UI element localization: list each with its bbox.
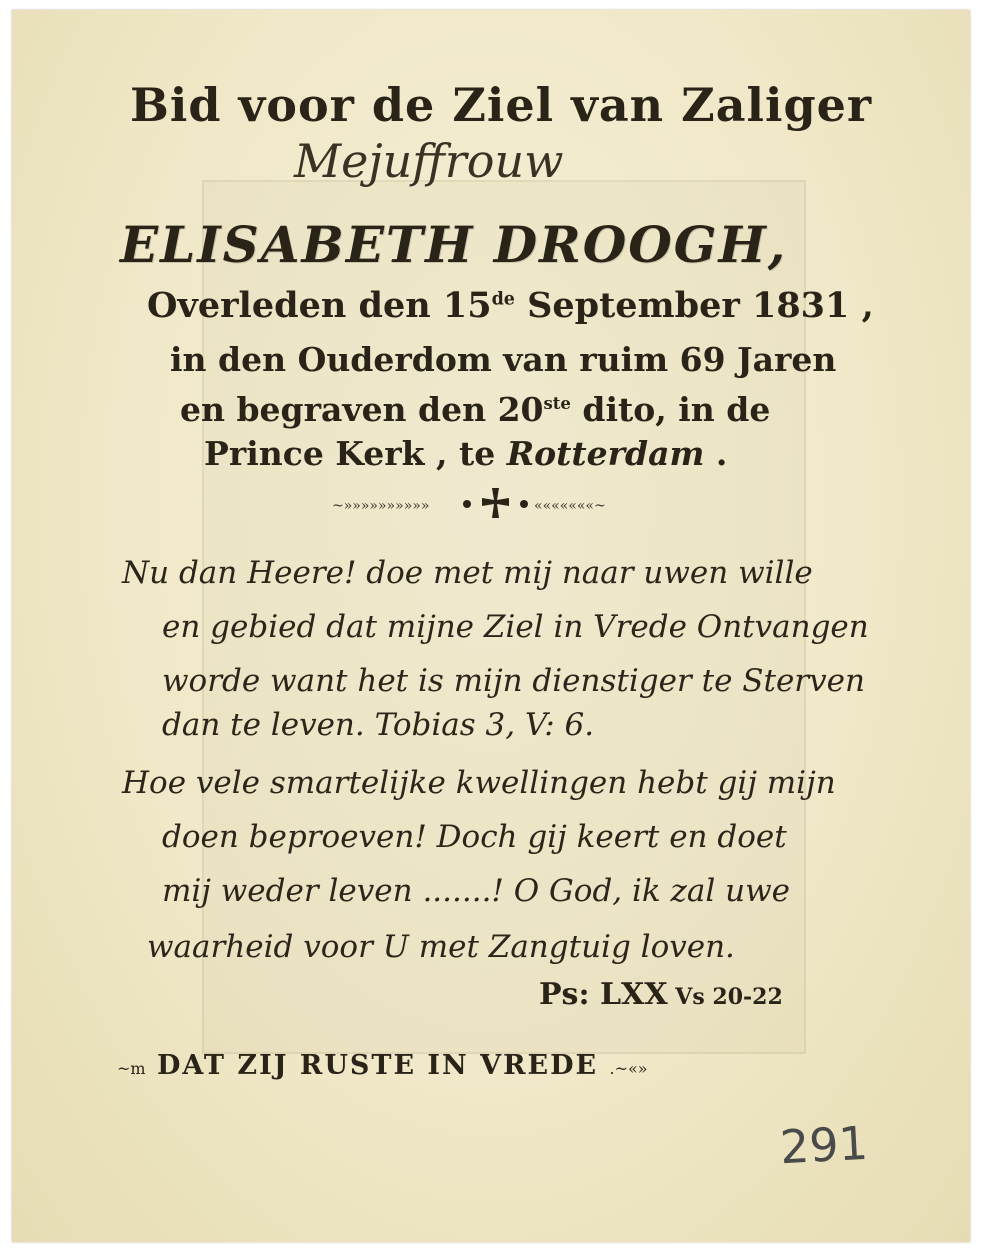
burial-date-sup: ste [543, 394, 571, 413]
burial-date-line [180, 390, 771, 429]
church-line [204, 434, 728, 473]
psalm-reference-verse: Vs 20-22 [667, 984, 783, 1010]
divider-right-flourish: «««««««~ [534, 498, 606, 514]
death-date-line [147, 285, 874, 326]
verse-line: en gebied dat mijne Ziel in Vrede Ontvangen [162, 609, 869, 645]
catalog-number: 291 [778, 1115, 870, 1175]
divider-dot-left [463, 500, 471, 508]
verse-line: worde want het is mijn dienstiger te Sterven [162, 663, 865, 699]
divider-dot-right [520, 500, 528, 508]
verse-line: doen beproeven! Doch gij keert en doet [162, 819, 787, 855]
honorific-script: Mejuffrouw [294, 134, 564, 188]
verse-line: dan te leven. Tobias 3, V: 6. [162, 707, 595, 743]
church-city: Rotterdam [506, 434, 705, 473]
deceased-name-text: ELISABETH DROOGH [120, 215, 768, 274]
deceased-name-comma: , [767, 215, 788, 274]
deceased-name [120, 215, 788, 274]
church-post: . [704, 434, 728, 473]
psalm-reference-main: Ps: LXX [539, 977, 668, 1012]
psalm-reference [539, 977, 783, 1012]
age-line: in den Ouderdom van ruim 69 Jaren [170, 340, 837, 379]
church-pre: Prince Kerk , te [204, 434, 507, 473]
cross-icon [482, 488, 509, 518]
rip-flourish-left: ~m [117, 1059, 146, 1078]
death-date-pre: Overleden den 15 [147, 285, 492, 326]
burial-date-pre: en begraven den 20 [180, 390, 544, 429]
rest-in-peace-line [117, 1052, 648, 1079]
ornamental-divider [332, 480, 652, 530]
death-date-sup: de [491, 289, 515, 310]
rip-flourish-right: .~«» [609, 1059, 648, 1078]
divider-left-flourish: ~»»»»»»»»»» [332, 498, 430, 514]
verse-line: Nu dan Heere! doe met mij naar uwen wille [122, 555, 813, 591]
death-date-post: September 1831 , [514, 285, 874, 326]
verse-line: Hoe vele smartelijke kwellingen hebt gij mijn [122, 765, 836, 801]
burial-date-post: dito, in de [570, 390, 771, 429]
rip-text: DAT ZIJ RUSTE IN VREDE [156, 1050, 599, 1081]
verse-line: waarheid voor U met Zangtuig loven. [147, 929, 735, 965]
memorial-card [12, 10, 970, 1242]
verse-line: mij weder leven .......! O God, ik zal uwe [162, 873, 790, 909]
card-title: Bid voor de Ziel van Zaliger [130, 78, 873, 132]
